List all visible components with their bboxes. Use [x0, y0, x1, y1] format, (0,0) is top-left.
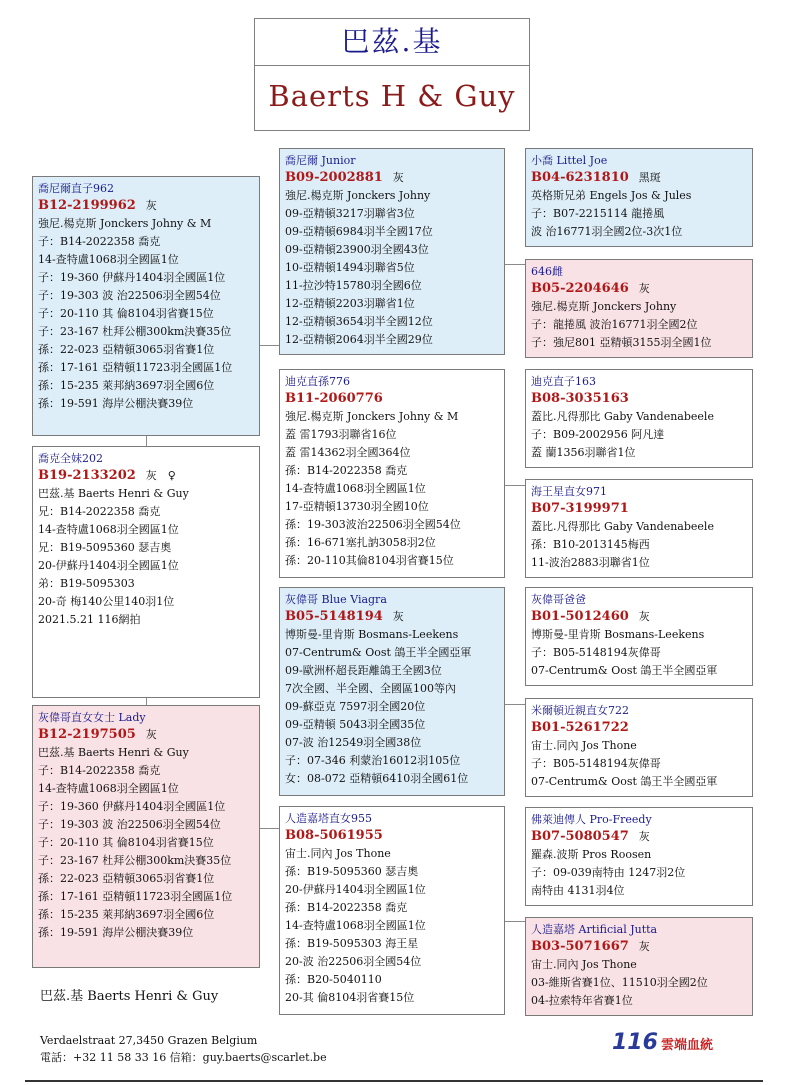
pedigree-card-gp8: [525, 917, 753, 1016]
bird-name: 小喬 Littel Joe: [531, 154, 608, 167]
card-line: 強尼.楊克斯 Jonckers Johny & M: [285, 410, 459, 423]
card-line: 宙士.同內 Jos Thone: [531, 739, 637, 752]
card-line: 孫：15-235 萊邦納3697羽全國6位: [38, 908, 215, 921]
card-line: 子：B05-5148194灰偉哥: [531, 757, 661, 770]
title-box: [254, 18, 530, 131]
ring-number: [531, 279, 752, 298]
card-line: 英格斯兄弟 Engels Jos & Jules: [531, 189, 692, 202]
pedigree-card-subject: [32, 176, 260, 436]
card-line: 20-奇 梅140公里140羽1位: [38, 595, 175, 608]
pedigree-card-gp6: [525, 698, 753, 797]
logo-text: 雲端血統: [660, 1038, 713, 1053]
bird-name: 人造嘉塔直女955: [285, 812, 372, 825]
card-line: 蓋 雷14362羽全國364位: [285, 446, 411, 459]
connector: [259, 345, 279, 346]
address: Verdaelstraat 27,3450 Grazen Belgium: [40, 1034, 258, 1047]
bird-name: 灰偉哥 Blue Viagra: [285, 593, 387, 606]
connector: [146, 435, 147, 446]
pedigree-card-gp2: [525, 259, 753, 358]
card-line: 2021.5.21 116網拍: [38, 613, 141, 626]
ring-number: [531, 389, 752, 408]
logo-number: 116: [612, 1030, 658, 1055]
card-line: 09-亞精頓6984羽半全國17位: [285, 225, 433, 238]
bird-name: 喬尼爾直子962: [38, 182, 114, 195]
card-line: 博斯曼-里肯斯 Bosmans-Leekens: [531, 628, 705, 641]
pedigree-card-gp3: [525, 369, 753, 468]
bird-color: 灰: [638, 940, 650, 953]
card-line: 子：B09-2002956 阿凡達: [531, 428, 665, 441]
card-line: 宙士.同內 Jos Thone: [285, 847, 391, 860]
ring-number: [531, 499, 752, 518]
card-line: 09-亞精頓23900羽全國43位: [285, 243, 429, 256]
bird-name: 喬克全妹202: [38, 452, 103, 465]
card-line: 博斯曼-里肯斯 Bosmans-Leekens: [285, 628, 459, 641]
ring-number: [285, 168, 504, 187]
bird-name: 佛萊迪傳人 Pro-Freedy: [531, 813, 652, 826]
pedigree-card-sire: [279, 148, 505, 355]
card-line: 子：19-360 伊蘇丹1404羽全國區1位: [38, 800, 226, 813]
ring-id: B03-5071667: [531, 939, 629, 954]
connector: [504, 921, 525, 922]
bird-color: 灰: [145, 199, 157, 212]
card-line: 14-查特盧1068羽全國區1位: [38, 782, 179, 795]
card-line: 7次全國、半全國、全國區100等內: [285, 682, 456, 695]
card-line: 宙士.同內 Jos Thone: [531, 958, 637, 971]
ring-id: B11-2060776: [285, 391, 383, 406]
card-line: 孫：19-591 海岸公棚決賽39位: [38, 397, 194, 410]
ring-number: [38, 725, 259, 744]
pedigree-card-gp5: [525, 587, 753, 686]
card-line: 11-拉沙特15780羽全國6位: [285, 279, 422, 292]
connector: [259, 828, 279, 829]
pedigree-card-gp1: [525, 148, 753, 247]
bird-color: 灰 ♀: [145, 469, 176, 482]
ring-id: B04-6231810: [531, 170, 629, 185]
owner-name: 巴茲.基 Baerts Henri & Guy: [40, 989, 219, 1004]
card-line: 11-波治2883羽聯省1位: [531, 556, 650, 569]
connector: [504, 485, 525, 486]
card-line: 孫：22-023 亞精頓3065羽省賽1位: [38, 343, 215, 356]
bird-name: 灰偉哥爸爸: [531, 593, 586, 606]
connector: [504, 704, 525, 705]
pedigree-card-gp4: [525, 479, 753, 578]
card-line: 子：B14-2022358 喬克: [38, 764, 161, 777]
ring-id: B08-5061955: [285, 828, 383, 843]
card-line: 子：龍捲風 波治16771羽全國2位: [531, 318, 698, 331]
pedigree-card-gp7: [525, 807, 753, 906]
bird-name: 米爾頓近親直女722: [531, 704, 629, 717]
ring-number: [531, 168, 752, 187]
card-line: 09-亞精頓3217羽聯省3位: [285, 207, 415, 220]
card-line: 14-查特盧1068羽全國區1位: [38, 523, 179, 536]
card-line: 子：19-303 波 治22506羽全國54位: [38, 289, 221, 302]
card-line: 20-波 治22506羽全國54位: [285, 955, 422, 968]
card-line: 孫：20-110其倫8104羽省賽15位: [285, 554, 454, 567]
pedigree-card-sister: [32, 446, 260, 698]
card-line: 孫：19-591 海岸公棚決賽39位: [38, 926, 194, 939]
card-line: 孫：17-161 亞精頓11723羽全國區1位: [38, 890, 233, 903]
card-line: 子：23-167 杜拜公棚300km決賽35位: [38, 854, 232, 867]
card-line: 孫：17-161 亞精頓11723羽全國區1位: [38, 361, 233, 374]
card-line: 07-Centrum& Oost 鴿王半全國亞軍: [531, 664, 718, 677]
card-line: 孫：B19-5095303 海王星: [285, 937, 419, 950]
card-line: 子：20-110 其 倫8104羽省賽15位: [38, 836, 214, 849]
card-line: 09-亞精頓 5043羽全國35位: [285, 718, 426, 731]
ring-id: B05-5148194: [285, 609, 383, 624]
ring-id: B07-5080547: [531, 829, 629, 844]
card-line: 子：B14-2022358 喬克: [38, 235, 161, 248]
card-line: 波 治16771羽全國2位-3次1位: [531, 225, 683, 238]
ring-number: [531, 607, 752, 626]
card-line: 蓋 蘭1356羽聯省1位: [531, 446, 636, 459]
card-line: 孫：B14-2022358 喬克: [285, 464, 408, 477]
bird-color: 灰: [392, 171, 404, 184]
card-line: 04-拉索特年省賽1位: [531, 994, 633, 1007]
card-line: 羅森.波斯 Pros Roosen: [531, 848, 652, 861]
bird-color: 灰: [145, 728, 157, 741]
card-line: 12-亞精頓2064羽半全國29位: [285, 333, 433, 346]
card-line: 孫：B19-5095360 瑟吉奧: [285, 865, 419, 878]
card-line: 子：20-110 其 倫8104羽省賽15位: [38, 307, 214, 320]
ring-number: [285, 826, 504, 845]
card-line: 14-查特盧1068羽全國區1位: [285, 482, 426, 495]
ring-number: [531, 937, 752, 956]
bird-name: 646雌: [531, 265, 563, 278]
bird-name: 人造嘉塔 Artificial Jutta: [531, 923, 658, 936]
connector: [504, 264, 525, 265]
bird-name: 迪克直孫776: [285, 375, 350, 388]
card-line: 巴茲.基 Baerts Henri & Guy: [38, 746, 189, 759]
card-line: 蓋 雷1793羽聯省16位: [285, 428, 397, 441]
card-line: 子：23-167 杜拜公棚300km決賽35位: [38, 325, 232, 338]
bird-color: 灰: [638, 610, 650, 623]
bird-name: 迪克直子163: [531, 375, 596, 388]
card-line: 子：19-360 伊蘇丹1404羽全國區1位: [38, 271, 226, 284]
card-line: 孫：B10-2013145梅西: [531, 538, 650, 551]
card-line: 20-伊蘇丹1404羽全國區1位: [285, 883, 426, 896]
ring-id: B07-3199971: [531, 501, 629, 516]
card-line: 子：09-039南特由 1247羽2位: [531, 866, 686, 879]
card-line: 孫：B20-5040110: [285, 973, 382, 986]
title-english: Baerts H & Guy: [268, 79, 516, 113]
card-line: 20-伊蘇丹1404羽全國區1位: [38, 559, 179, 572]
card-line: 14-查特盧1068羽全國區1位: [285, 919, 426, 932]
card-line: 巴茲.基 Baerts Henri & Guy: [38, 487, 189, 500]
connector: [146, 697, 147, 705]
card-line: 兄：B19-5095360 瑟吉奧: [38, 541, 172, 554]
card-line: 南特由 4131羽4位: [531, 884, 625, 897]
card-line: 20-其 倫8104羽省賽15位: [285, 991, 415, 1004]
card-line: 17-亞精頓13730羽全國10位: [285, 500, 429, 513]
card-line: 子：07-346 利蒙治16012羽105位: [285, 754, 461, 767]
ring-id: B05-2204646: [531, 281, 629, 296]
card-line: 孫：B14-2022358 喬克: [285, 901, 408, 914]
ring-id: B09-2002881: [285, 170, 383, 185]
pedigree-card-sire-dam: [279, 369, 505, 578]
card-line: 孫：22-023 亞精頓3065羽省賽1位: [38, 872, 215, 885]
card-line: 蓋比.凡得那比 Gaby Vandenabeele: [531, 520, 714, 533]
bird-color: 灰: [638, 830, 650, 843]
card-line: 07-Centrum& Oost 鴿王半全國亞軍: [285, 646, 472, 659]
card-line: 子：B05-5148194灰偉哥: [531, 646, 661, 659]
bird-color: 灰: [392, 610, 404, 623]
title-chinese: 巴茲.基: [341, 25, 443, 58]
ring-number: [38, 466, 259, 485]
ring-number: [531, 718, 752, 737]
card-line: 子：B07-2215114 龍捲風: [531, 207, 665, 220]
card-line: 09-歐洲杯超長距離鴿王全國3位: [285, 664, 442, 677]
bird-name: 喬尼爾 Junior: [285, 154, 356, 167]
ring-id: B01-5261722: [531, 720, 629, 735]
card-line: 強尼.楊克斯 Jonckers Johny: [285, 189, 431, 202]
card-line: 孫：19-303波治22506羽全國54位: [285, 518, 461, 531]
card-line: 12-亞精頓2203羽聯省1位: [285, 297, 415, 310]
card-line: 弟：B19-5095303: [38, 577, 135, 590]
contact-info: 電話：+32 11 58 33 16 信箱：guy.baerts@scarlet.be: [40, 1051, 327, 1064]
title-divider: [255, 65, 529, 66]
card-line: 兄：B14-2022358 喬克: [38, 505, 161, 518]
card-line: 孫：15-235 萊邦納3697羽全國6位: [38, 379, 215, 392]
bird-name: 海王星直女971: [531, 485, 607, 498]
ring-id: B12-2199962: [38, 198, 136, 213]
card-line: 09-蘇亞克 7597羽全國20位: [285, 700, 426, 713]
ring-number: [531, 827, 752, 846]
card-line: 10-亞精頓1494羽聯省5位: [285, 261, 415, 274]
card-line: 孫：16-671塞扎訥3058羽2位: [285, 536, 436, 549]
card-line: 07-波 治12549羽全國38位: [285, 736, 422, 749]
card-line: 12-亞精頓3654羽半全國12位: [285, 315, 433, 328]
bird-color: 黑斑: [638, 171, 661, 184]
card-line: 子：19-303 波 治22506羽全國54位: [38, 818, 221, 831]
card-line: 07-Centrum& Oost 鴿王半全國亞軍: [531, 775, 718, 788]
card-line: 14-查特盧1068羽全國區1位: [38, 253, 179, 266]
pedigree-card-dam-sire: [279, 587, 505, 796]
ring-number: [38, 196, 259, 215]
bird-name: 灰偉哥直女女士 Lady: [38, 711, 146, 724]
pedigree-card-dam: [32, 705, 260, 968]
card-line: 強尼.楊克斯 Jonckers Johny & M: [38, 217, 212, 230]
logo: [612, 1030, 713, 1055]
card-line: 子：強尼801 亞精頓3155羽全國1位: [531, 336, 712, 349]
ring-id: B19-2133202: [38, 468, 136, 483]
card-line: 女：08-072 亞精頓6410羽全國61位: [285, 772, 469, 785]
bottom-divider: [25, 1080, 763, 1082]
card-line: 蓋比.凡得那比 Gaby Vandenabeele: [531, 410, 714, 423]
ring-id: B08-3035163: [531, 391, 629, 406]
ring-number: [285, 389, 504, 408]
pedigree-card-dam-dam: [279, 806, 505, 1015]
card-line: 強尼.楊克斯 Jonckers Johny: [531, 300, 677, 313]
ring-number: [285, 607, 504, 626]
bird-color: 灰: [638, 282, 650, 295]
ring-id: B01-5012460: [531, 609, 629, 624]
card-line: 03-維斯省賽1位、11510羽全國2位: [531, 976, 708, 989]
ring-id: B12-2197505: [38, 727, 136, 742]
